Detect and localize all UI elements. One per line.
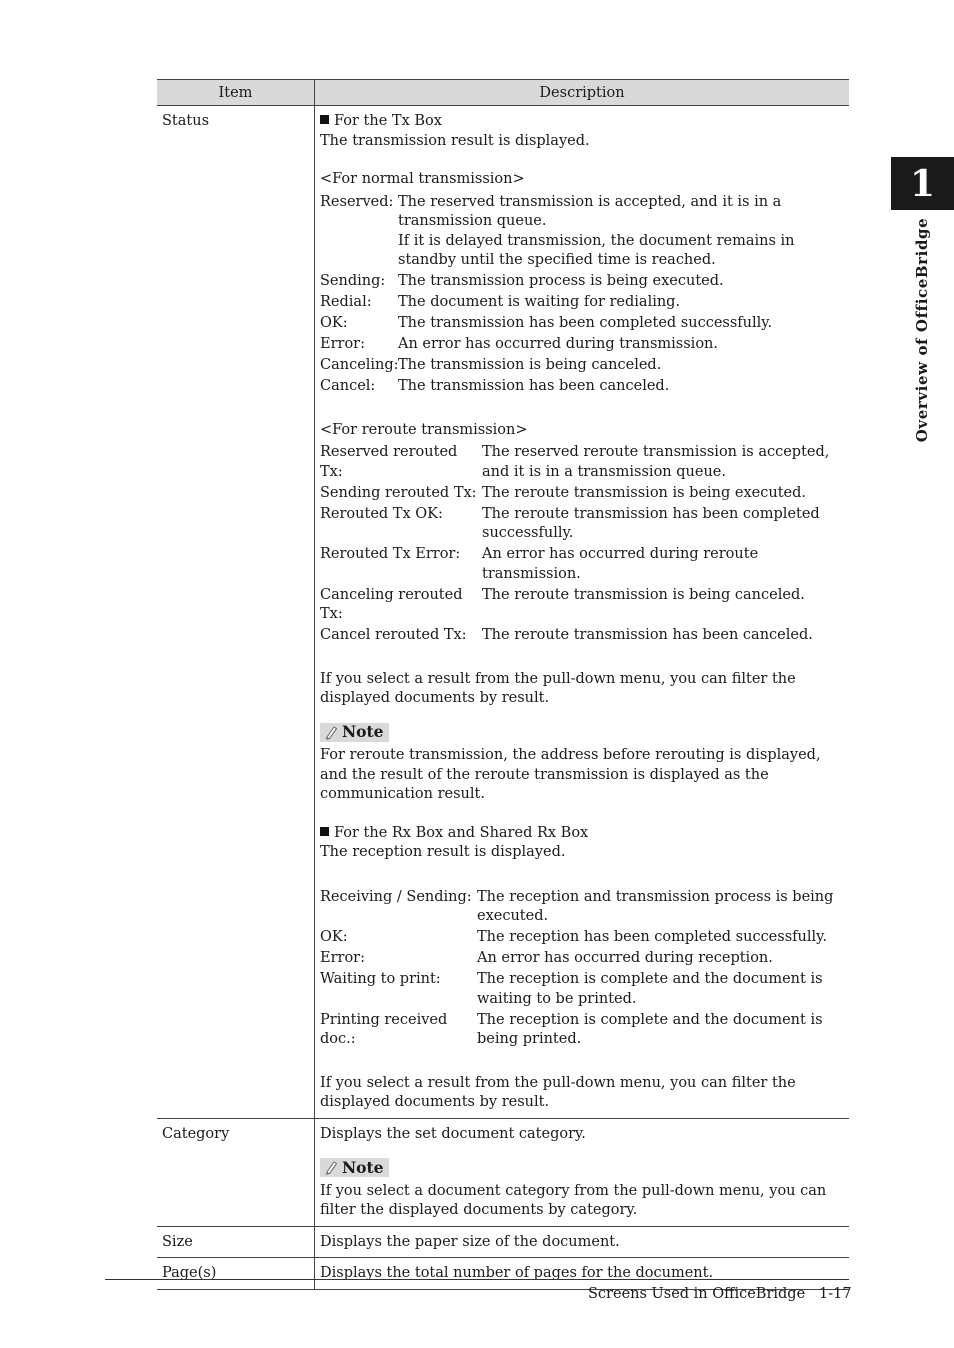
square-bullet-icon	[320, 115, 329, 124]
note-label: Note	[342, 722, 384, 742]
rx-filter-text: If you select a result from the pull-down menu, you can filter the displayed documents by result.	[320, 1074, 796, 1110]
status-desc: The reserved transmission is accepted, and it is in a transmission queue. If it is delayed transmission, the document remains in standby until the specified time is reached.	[398, 193, 795, 268]
status-desc: The transmission process is being executed.	[398, 273, 724, 289]
table-header-row	[157, 80, 849, 106]
item-status: Status	[157, 106, 315, 1119]
status-term: Cancel rerouted Tx:	[320, 627, 467, 643]
status-desc: The reception and transmission process is being executed.	[477, 888, 834, 924]
note-badge	[320, 1158, 389, 1177]
chapter-number-tab: 1	[891, 157, 954, 210]
status-desc: The reception has been completed successfully.	[477, 929, 828, 945]
item-size: Size	[157, 1226, 315, 1258]
pencil-icon	[324, 1160, 338, 1175]
normal-heading: <For normal transmission>	[320, 171, 525, 187]
reroute-status-list	[320, 443, 844, 646]
note-badge	[320, 723, 389, 742]
status-term: Canceling rerouted Tx:	[320, 586, 463, 622]
pencil-icon	[324, 725, 338, 740]
category-note-text: If you select a document category from the pull-down menu, you can filter the displayed documents by category.	[320, 1182, 827, 1218]
description-status	[315, 106, 850, 1119]
table-row-status	[157, 106, 849, 1119]
status-desc: The reroute transmission has been canceled.	[482, 627, 813, 643]
status-term: Sending:	[320, 273, 386, 289]
footer-section-title: Screens Used in OfficeBridge	[588, 1286, 806, 1302]
status-desc: The transmission has been completed successfully.	[398, 315, 773, 331]
chapter-side-title: Overview of OfficeBridge	[913, 217, 931, 443]
note-label: Note	[342, 1157, 384, 1177]
status-desc: The transmission is being canceled.	[398, 357, 662, 373]
status-term: Waiting to print:	[320, 971, 441, 987]
item-category: Category	[157, 1118, 315, 1226]
status-desc: The reroute transmission has been completed successfully.	[482, 505, 820, 541]
footer-page-number: 1-17	[819, 1286, 852, 1302]
status-desc: The document is waiting for redialing.	[398, 294, 681, 310]
table-row-category	[157, 1118, 849, 1226]
status-term: Canceling:	[320, 357, 399, 373]
status-desc: The reserved reroute transmission is accepted, and it is in a transmission queue.	[482, 444, 830, 480]
description-pages: Displays the total number of pages for the document.	[315, 1258, 850, 1290]
tx-heading-line	[320, 112, 844, 132]
status-term: Reserved:	[320, 193, 394, 210]
status-term: Sending rerouted Tx:	[320, 484, 477, 501]
status-term: Error:	[320, 950, 365, 966]
tx-heading: For the Tx Box	[334, 113, 442, 129]
table-row-pages	[157, 1258, 849, 1290]
header-description: Description	[315, 80, 850, 106]
rx-heading: For the Rx Box and Shared Rx Box	[334, 824, 589, 841]
status-desc: An error has occurred during transmission.	[398, 336, 718, 352]
status-desc: An error has occurred during reception.	[477, 950, 773, 966]
status-term: Redial:	[320, 294, 372, 310]
status-desc: The reception is complete and the document is being printed.	[477, 1011, 823, 1047]
description-table	[157, 79, 849, 1290]
status-desc: The transmission has been canceled.	[398, 378, 670, 394]
item-pages: Page(s)	[157, 1258, 315, 1290]
description-category	[315, 1118, 850, 1226]
tx-intro: The transmission result is displayed.	[320, 132, 590, 149]
status-term: Cancel:	[320, 378, 376, 394]
status-desc: The reception is complete and the document is waiting to be printed.	[477, 971, 823, 1007]
tx-filter-text: If you select a result from the pull-down menu, you can filter the displayed documents by result.	[320, 670, 796, 706]
status-term: Reserved rerouted Tx:	[320, 444, 458, 480]
tx-note-text: For reroute transmission, the address before rerouting is displayed, and the result of the reroute transmission is displayed as the communication result.	[320, 747, 821, 802]
status-desc: An error has occurred during reroute transmission.	[482, 546, 759, 582]
status-term: Error:	[320, 336, 365, 352]
reroute-heading: <For reroute transmission>	[320, 421, 528, 438]
rx-status-list	[320, 888, 844, 1050]
square-bullet-icon	[320, 827, 329, 836]
footer-divider	[105, 1279, 849, 1280]
status-term: OK:	[320, 315, 348, 331]
description-size: Displays the paper size of the document.	[315, 1226, 850, 1258]
header-item: Item	[157, 80, 315, 106]
status-desc: The reroute transmission is being executed.	[482, 484, 807, 501]
status-term: OK:	[320, 929, 348, 945]
category-desc: Displays the set document category.	[320, 1125, 586, 1142]
status-term: Printing received doc.:	[320, 1011, 448, 1047]
table-row-size	[157, 1226, 849, 1258]
status-term: Rerouted Tx OK:	[320, 505, 443, 522]
rx-heading-line	[320, 824, 844, 844]
rx-intro: The reception result is displayed.	[320, 844, 566, 860]
status-term: Rerouted Tx Error:	[320, 546, 461, 562]
status-desc: The reroute transmission is being canceled.	[482, 586, 805, 603]
status-term: Receiving / Sending:	[320, 888, 472, 905]
normal-status-list	[320, 193, 844, 397]
